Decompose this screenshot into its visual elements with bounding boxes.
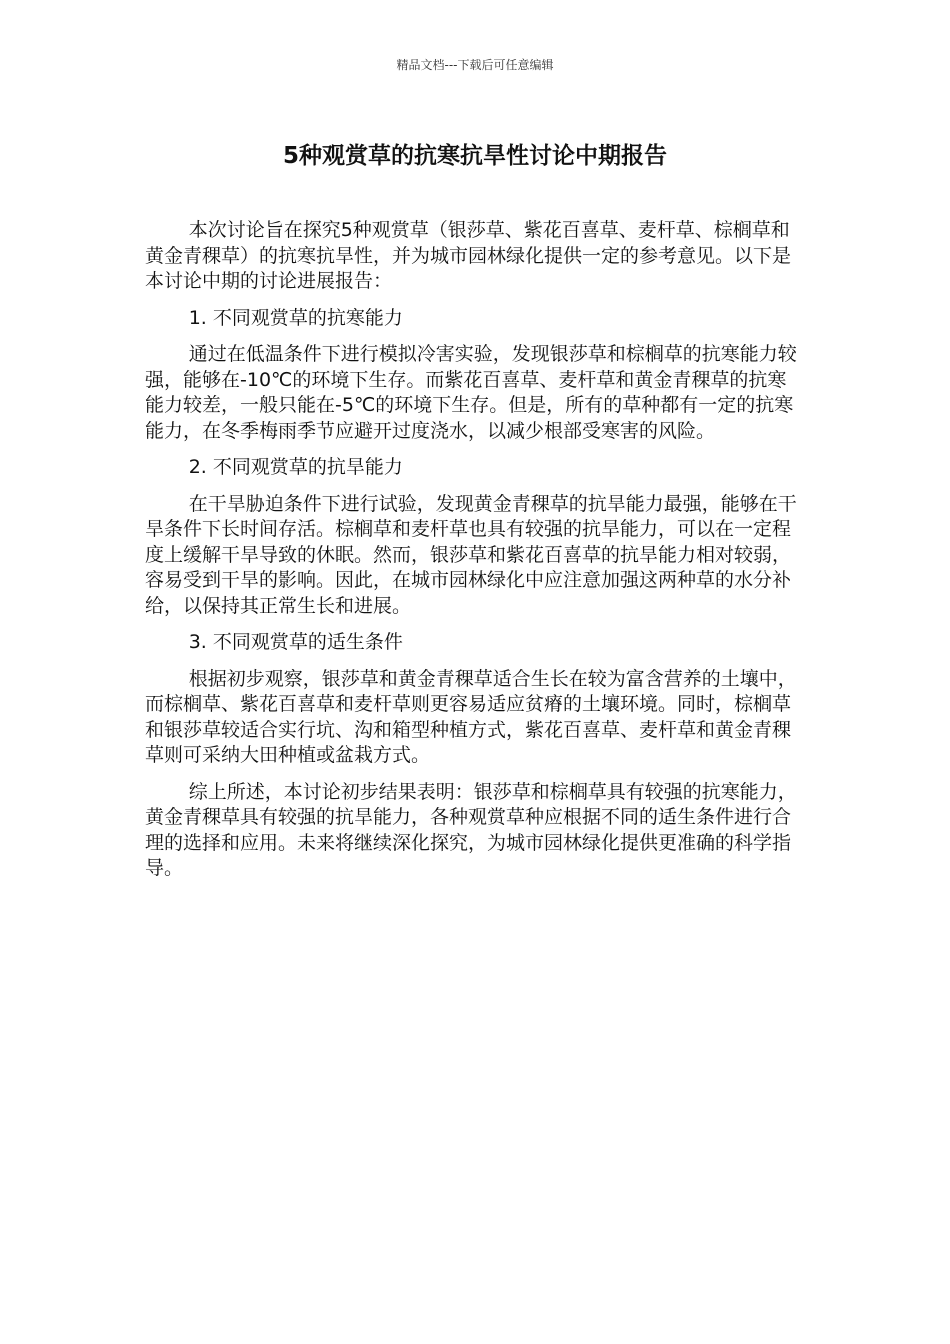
section-1-paragraph: 通过在低温条件下进行模拟冷害实验，发现银莎草和棕榈草的抗寒能力较强，能够在-10℃的环境下生存。而紫花百喜草、麦杆草和黄金青稞草的抗寒能力较差，一般只能在-5℃的环境下生存。但是，所有的草种都有一定的抗寒能力，在冬季梅雨季节应避开过度浇水，以减少根部受寒害的风险。 <box>145 343 797 442</box>
conclusion-paragraph: 综上所述，本讨论初步结果表明：银莎草和棕榈草具有较强的抗寒能力，黄金青稞草具有较强的抗旱能力，各种观赏草种应根据不同的适生条件进行合理的选择和应用。未来将继续深化探究，为城市园林绿化提供更准确的科学指导。 <box>145 780 797 879</box>
section-2-paragraph: 在干旱胁迫条件下进行试验，发现黄金青稞草的抗旱能力最强，能够在干旱条件下长时间存活。棕榈草和麦杆草也具有较强的抗旱能力，可以在一定程度上缓解干旱导致的休眠。然而，银莎草和紫花百喜草的抗旱能力相对较弱，容易受到干旱的影响。因此，在城市园林绿化中应注意加强这两种草的水分补给，以保持其正常生长和进展。 <box>145 492 797 617</box>
section-2-heading: 2. 不同观赏草的抗旱能力 <box>188 456 403 478</box>
section-3-heading: 3. 不同观赏草的适生条件 <box>188 631 403 653</box>
document-title: 5种观赏草的抗寒抗旱性讨论中期报告 <box>282 143 667 169</box>
page-header: 精品文档---下载后可任意编辑 <box>396 58 554 72</box>
intro-paragraph: 本次讨论旨在探究5种观赏草（银莎草、紫花百喜草、麦杆草、棕榈草和黄金青稞草）的抗寒抗旱性，并为城市园林绿化提供一定的参考意见。以下是本讨论中期的讨论进展报告： <box>145 219 792 292</box>
section-3-paragraph: 根据初步观察，银莎草和黄金青稞草适合生长在较为富含营养的土壤中，而棕榈草、紫花百喜草和麦杆草则更容易适应贫瘠的土壤环境。同时，棕榈草和银莎草较适合实行坑、沟和箱型种植方式，紫花百喜草、麦杆草和黄金青稞草则可采纳大田种植或盆栽方式。 <box>145 667 797 766</box>
document-body <box>145 218 805 893</box>
section-1-heading: 1. 不同观赏草的抗寒能力 <box>188 306 403 329</box>
